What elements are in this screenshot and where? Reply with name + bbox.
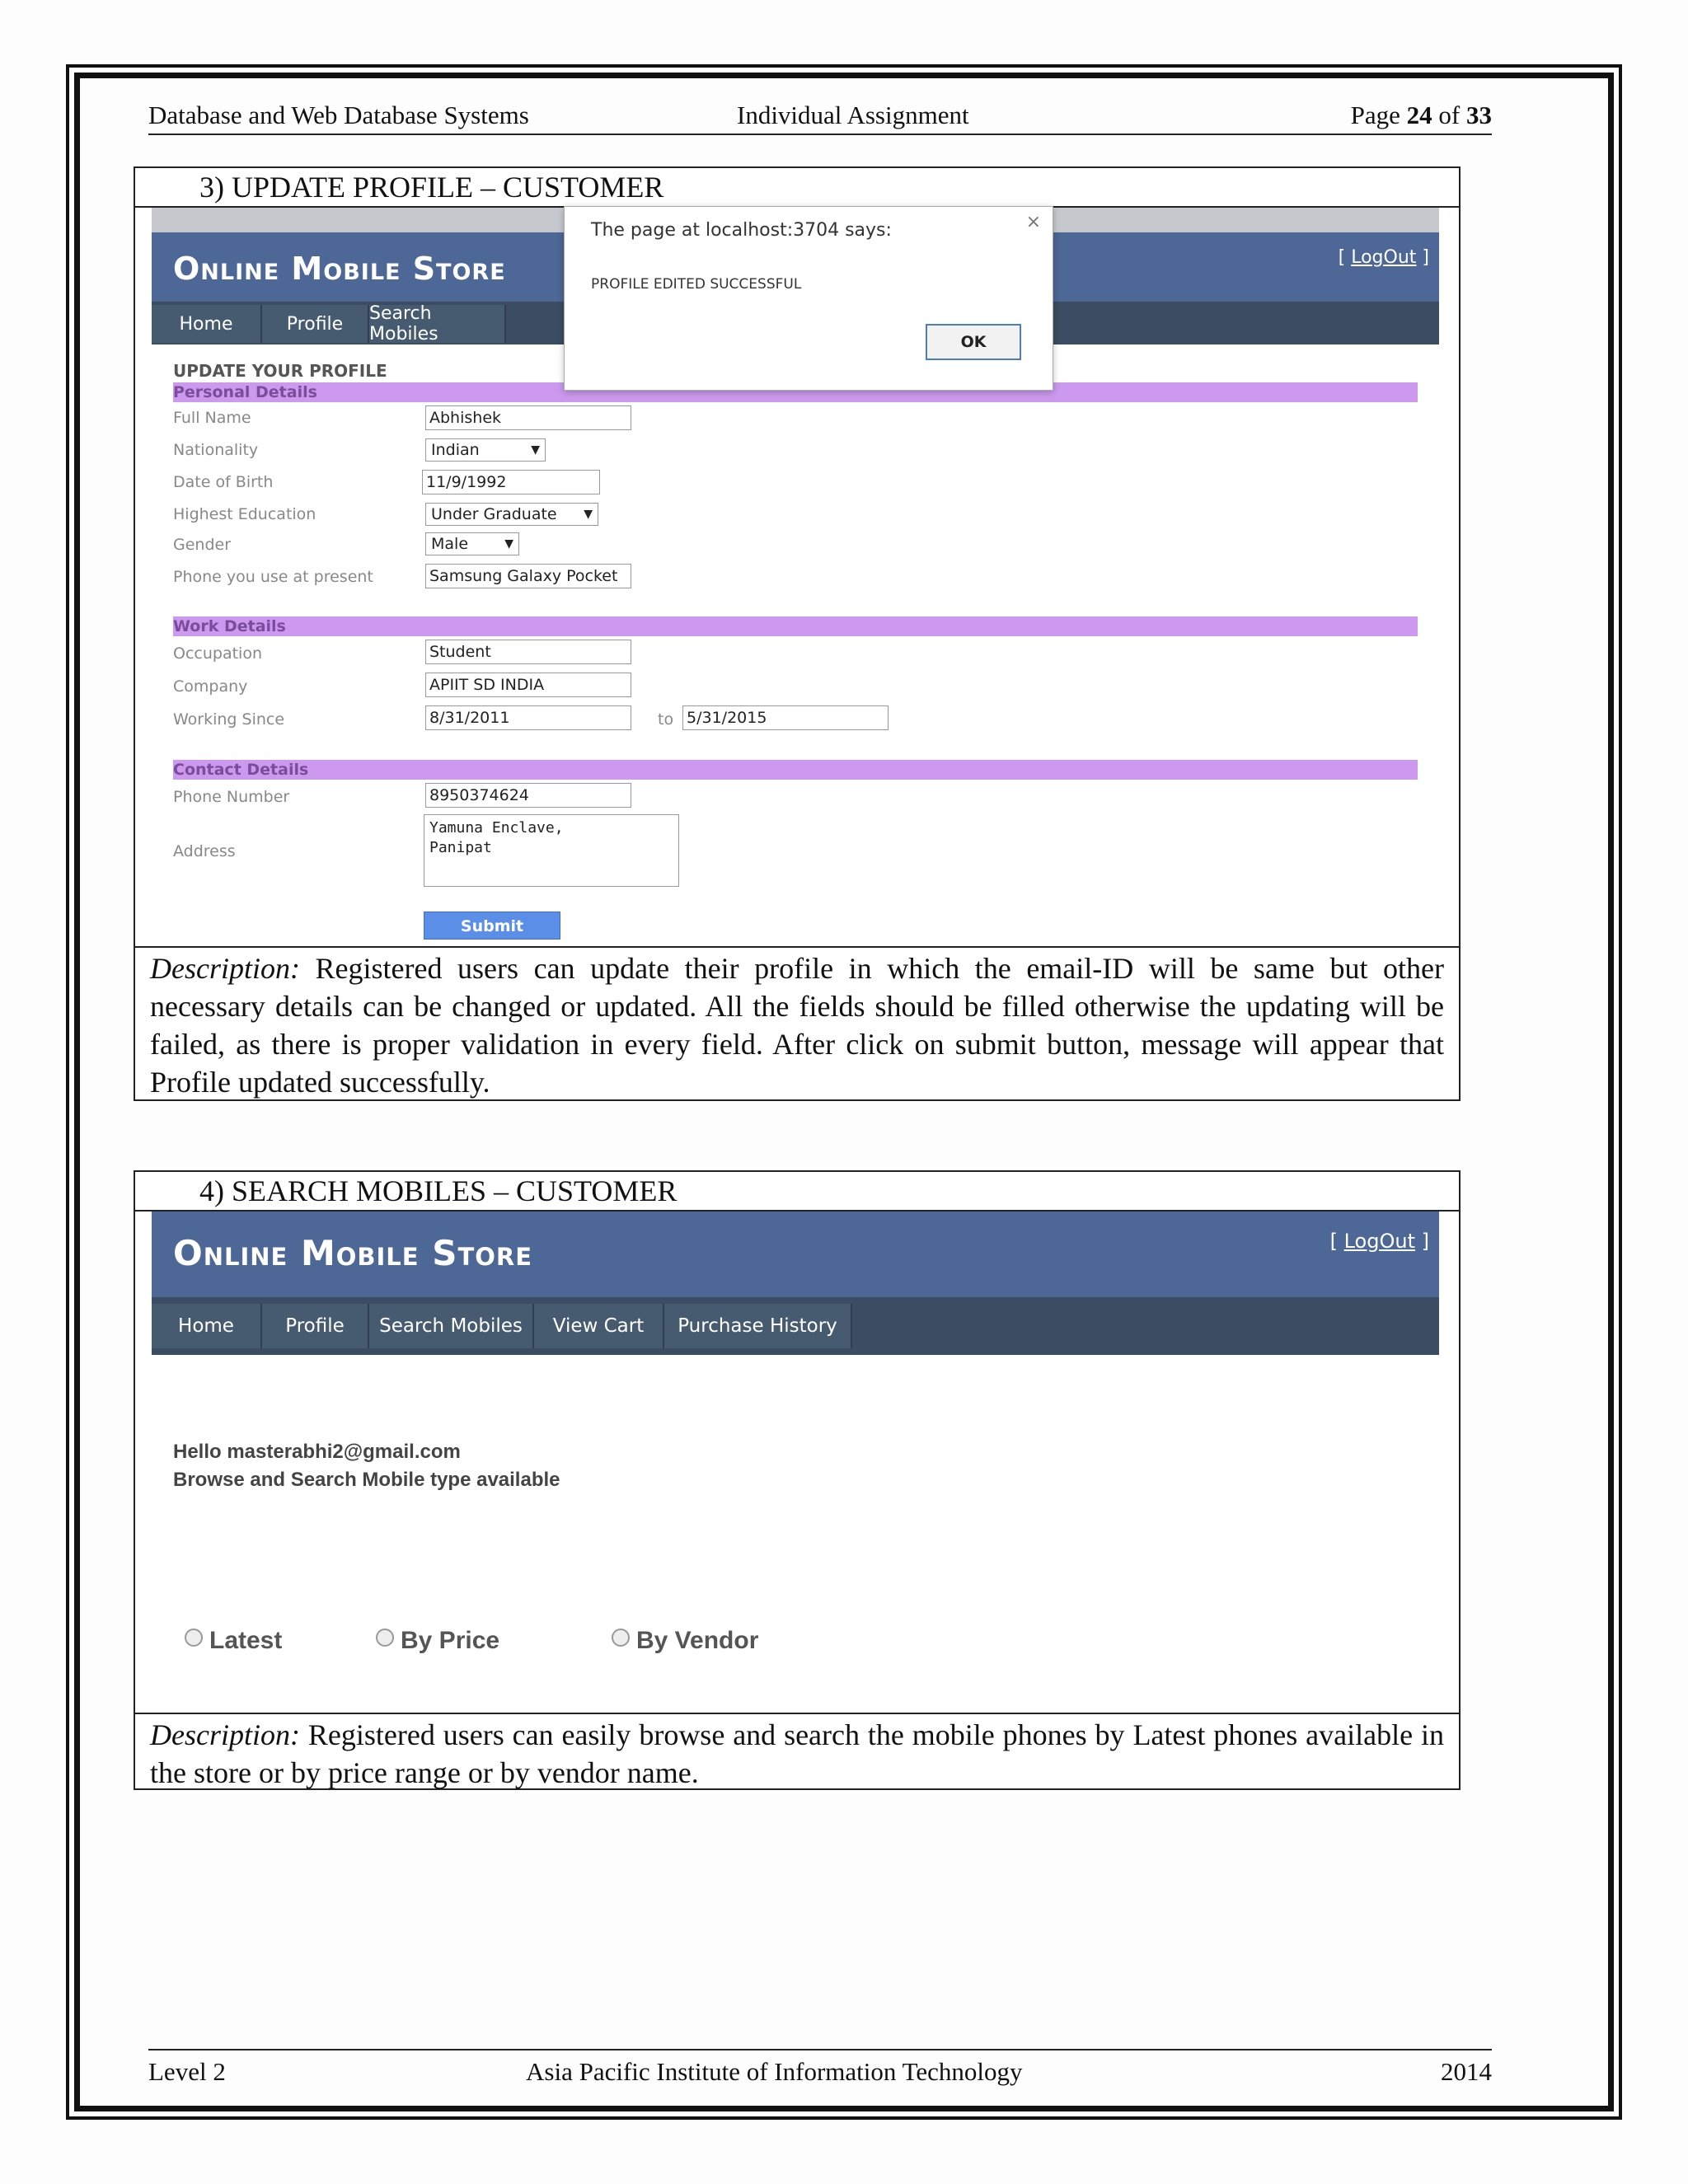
radio-by-vendor[interactable]: By Vendor — [612, 1627, 758, 1655]
company-label: Company — [173, 677, 248, 696]
browse-subtitle: Browse and Search Mobile type available — [173, 1469, 560, 1491]
nav-home[interactable]: Home — [152, 305, 262, 343]
dialog-message: PROFILE EDITED SUCCESSFUL — [591, 276, 802, 293]
nationality-select[interactable]: Indian ▼ — [425, 438, 546, 462]
ok-button[interactable]: OK — [926, 324, 1021, 360]
radio-by-price[interactable]: By Price — [376, 1627, 499, 1655]
section-title: 4) SEARCH MOBILES – CUSTOMER — [135, 1172, 1459, 1212]
course-title: Database and Web Database Systems — [148, 101, 529, 129]
full-name-label: Full Name — [173, 409, 251, 427]
nav-purchase-history[interactable]: Purchase History — [664, 1304, 852, 1348]
page-footer — [148, 2049, 1492, 2087]
footer-level: Level 2 — [148, 2057, 226, 2086]
close-icon[interactable]: × — [1025, 212, 1041, 232]
dropdown-arrow-icon: ▼ — [584, 508, 593, 521]
nav-home[interactable]: Home — [152, 1304, 262, 1348]
working-since-label: Working Since — [173, 710, 285, 729]
description-text: Registered users can easily browse and search the mobile phones by Latest phones available in the store or by price range or by vendor name. — [150, 1718, 1445, 1789]
page-number: Page 24 of 33 — [1350, 101, 1492, 129]
store-banner — [152, 1212, 1439, 1297]
footer-year: 2014 — [1441, 2057, 1492, 2086]
description-label: Description: — [150, 952, 300, 985]
dropdown-arrow-icon: ▼ — [531, 443, 540, 457]
alert-dialog — [564, 206, 1053, 391]
gender-label: Gender — [173, 536, 232, 554]
phone-number-label: Phone Number — [173, 788, 290, 806]
working-since-from-field[interactable]: 8/31/2011 — [425, 705, 631, 730]
education-select[interactable]: Under Graduate ▼ — [425, 503, 598, 526]
form-title: UPDATE YOUR PROFILE — [173, 361, 387, 381]
working-since-to-field[interactable]: 5/31/2015 — [682, 705, 889, 730]
store-logo: Online Mobile Store — [173, 251, 506, 287]
nationality-label: Nationality — [173, 441, 259, 459]
dob-label: Date of Birth — [173, 473, 274, 491]
nav-search-mobiles[interactable]: Search Mobiles — [369, 1304, 534, 1348]
section-description — [135, 1713, 1459, 1790]
phone-present-label: Phone you use at present — [173, 568, 373, 586]
description-label: Description: — [150, 1718, 300, 1751]
full-name-field[interactable]: Abhishek — [425, 405, 631, 430]
dob-field[interactable]: 11/9/1992 — [422, 470, 600, 494]
dropdown-arrow-icon: ▼ — [504, 537, 513, 551]
phone-present-field[interactable]: Samsung Galaxy Pocket — [425, 564, 631, 588]
nav-profile[interactable]: Profile — [262, 305, 369, 343]
section-title: 3) UPDATE PROFILE – CUSTOMER — [135, 168, 1459, 208]
gender-select[interactable]: Male ▼ — [425, 532, 519, 555]
radio-icon — [376, 1629, 394, 1647]
occupation-label: Occupation — [173, 644, 262, 663]
store-logo: Online Mobile Store — [173, 1233, 533, 1273]
radio-icon — [185, 1629, 203, 1647]
greeting-text: Hello masterabhi2@gmail.com — [173, 1441, 461, 1463]
dialog-title: The page at localhost:3704 says: — [591, 220, 892, 241]
section-description — [135, 946, 1459, 1101]
search-mobiles-screenshot — [152, 1212, 1439, 1706]
page-header — [148, 97, 1492, 135]
assignment-type: Individual Assignment — [737, 101, 969, 129]
radio-icon — [612, 1629, 630, 1647]
address-label: Address — [173, 842, 236, 860]
to-label: to — [658, 710, 674, 729]
nav-view-cart[interactable]: View Cart — [534, 1304, 664, 1348]
occupation-field[interactable]: Student — [425, 640, 631, 664]
nav-profile[interactable]: Profile — [262, 1304, 369, 1348]
submit-button[interactable]: Submit — [424, 912, 560, 940]
work-details-heading: Work Details — [173, 616, 1418, 636]
address-textarea[interactable]: Yamuna Enclave, Panipat — [424, 814, 679, 887]
nav-bar — [152, 1297, 1439, 1355]
personal-details-heading: Personal Details — [173, 382, 1418, 402]
contact-details-heading: Contact Details — [173, 760, 1418, 780]
education-label: Highest Education — [173, 505, 316, 523]
radio-latest[interactable]: Latest — [185, 1627, 282, 1655]
logout-link[interactable]: [ LogOut ] — [1338, 247, 1429, 268]
description-text: Registered users can update their profile in which the email-ID will be same but other necessary details can be changed or updated. All the fields should be filled otherwise the updating will be failed, as there is proper validation in every field. After click on submit button, message will appear that Profile updated successfully. — [150, 952, 1444, 1099]
footer-institute: Asia Pacific Institute of Information Technology — [526, 2057, 1023, 2086]
nav-search-mobiles[interactable]: Search Mobiles — [369, 305, 506, 343]
logout-link[interactable]: [ LogOut ] — [1329, 1230, 1429, 1253]
company-field[interactable]: APIIT SD INDIA — [425, 673, 631, 697]
phone-number-field[interactable]: 8950374624 — [425, 783, 631, 808]
